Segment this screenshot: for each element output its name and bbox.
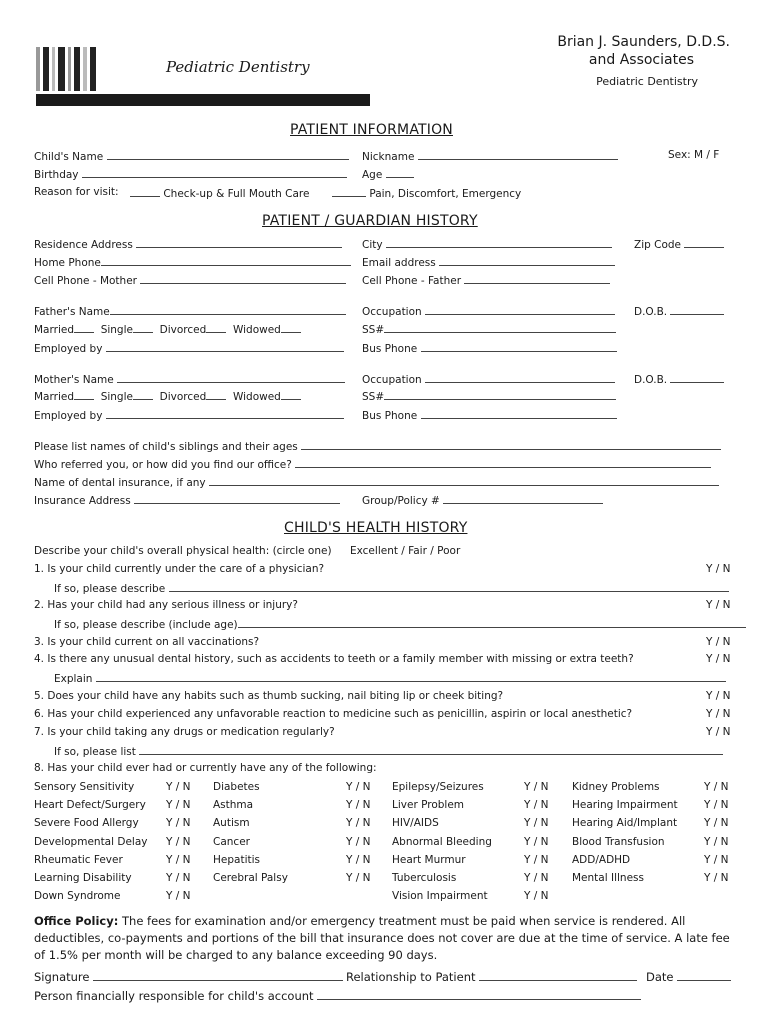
condition-label: Heart Murmur bbox=[392, 853, 466, 866]
condition-label: Epilepsy/Seizures bbox=[392, 781, 484, 793]
practice-title: Pediatric Dentistry bbox=[166, 58, 310, 76]
father-marital-status[interactable]: Married Single Divorced Widowed bbox=[34, 322, 301, 336]
birthday-field[interactable]: Birthday bbox=[34, 167, 347, 181]
condition-label: Down Syndrome bbox=[34, 890, 121, 903]
age-field[interactable]: Age bbox=[362, 167, 414, 181]
question-2-describe[interactable]: If so, please describe (include age) bbox=[54, 617, 746, 631]
condition-label: Kidney Problems bbox=[572, 781, 660, 793]
question-6-yn[interactable]: Y / N bbox=[706, 708, 731, 720]
home-phone-field[interactable]: Home Phone bbox=[34, 255, 351, 269]
condition-yn[interactable]: Y / N bbox=[704, 872, 729, 884]
mother-ss-field[interactable]: SS# bbox=[362, 389, 616, 403]
condition-yn[interactable]: Y / N bbox=[704, 799, 729, 812]
condition-label: Tuberculosis bbox=[392, 872, 457, 884]
condition-yn[interactable]: Y / N bbox=[166, 799, 191, 812]
mother-employed-field[interactable]: Employed by bbox=[34, 408, 344, 422]
insurance-address-field[interactable]: Insurance Address bbox=[34, 493, 340, 507]
condition-yn[interactable]: Y / N bbox=[704, 817, 729, 830]
doctor-name: Brian J. Saunders, D.D.S. bbox=[557, 34, 730, 50]
overall-health-options[interactable]: Excellent / Fair / Poor bbox=[350, 545, 461, 557]
father-employed-field[interactable]: Employed by bbox=[34, 341, 344, 355]
condition-label: Learning Disability bbox=[34, 872, 132, 884]
logo-stripes bbox=[36, 47, 96, 91]
cell-mother-field[interactable]: Cell Phone - Mother bbox=[34, 273, 346, 287]
condition-label: Developmental Delay bbox=[34, 835, 148, 848]
question-7: 7. Is your child taking any drugs or medication regularly? bbox=[34, 726, 335, 738]
fathers-name-field[interactable]: Father's Name bbox=[34, 304, 346, 318]
mothers-name-field[interactable]: Mother's Name bbox=[34, 372, 345, 386]
zip-field[interactable]: Zip Code bbox=[634, 237, 724, 251]
condition-yn[interactable]: Y / N bbox=[346, 781, 371, 793]
father-bus-phone-field[interactable]: Bus Phone bbox=[362, 341, 617, 355]
condition-label: Cancer bbox=[213, 835, 250, 848]
overall-health-label: Describe your child's overall physical health: (circle one) bbox=[34, 545, 332, 557]
condition-label: ADD/ADHD bbox=[572, 853, 631, 866]
relationship-field[interactable]: Relationship to Patient bbox=[346, 970, 637, 984]
question-2: 2. Has your child had any serious illness or injury? bbox=[34, 599, 298, 611]
question-1-describe[interactable]: If so, please describe bbox=[54, 581, 729, 595]
reason-pain-option[interactable]: Pain, Discomfort, Emergency bbox=[332, 186, 521, 200]
question-1-yn[interactable]: Y / N bbox=[706, 563, 731, 575]
father-ss-field[interactable]: SS# bbox=[362, 322, 616, 336]
condition-yn[interactable]: Y / N bbox=[346, 799, 371, 812]
condition-yn[interactable]: Y / N bbox=[166, 853, 191, 866]
condition-label: HIV/AIDS bbox=[392, 817, 439, 830]
mother-dob-field[interactable]: D.O.B. bbox=[634, 372, 724, 386]
doctor-associates: and Associates bbox=[588, 52, 694, 68]
condition-yn[interactable]: Y / N bbox=[524, 835, 549, 848]
condition-yn[interactable]: Y / N bbox=[346, 853, 371, 866]
question-3-yn[interactable]: Y / N bbox=[706, 636, 731, 648]
condition-yn[interactable]: Y / N bbox=[704, 781, 729, 793]
question-4-yn[interactable]: Y / N bbox=[706, 653, 731, 665]
question-7-yn[interactable]: Y / N bbox=[706, 726, 731, 738]
question-8: 8. Has your child ever had or currently have any of the following: bbox=[34, 762, 377, 774]
date-field[interactable]: Date bbox=[646, 970, 731, 984]
question-4: 4. Is there any unusual dental history, such as accidents to teeth or a family member with missing or extra teeth? bbox=[34, 653, 634, 665]
office-policy: Office Policy: The fees for examination and/or emergency treatment must be paid when service is rendered. All deductibles, co-payments and portions of the bill that insurance does not cover are due at the time of service. A late fee of 1.5% per month will be charged to any balance exceeding 90 days. bbox=[34, 914, 730, 962]
condition-yn[interactable]: Y / N bbox=[524, 890, 549, 903]
condition-label: Abnormal Bleeding bbox=[392, 835, 492, 848]
condition-yn[interactable]: Y / N bbox=[346, 817, 371, 830]
condition-yn[interactable]: Y / N bbox=[166, 835, 191, 848]
condition-label: Blood Transfusion bbox=[572, 835, 665, 848]
group-policy-field[interactable]: Group/Policy # bbox=[362, 493, 603, 507]
childs-name-field[interactable]: Child's Name bbox=[34, 149, 349, 163]
question-2-yn[interactable]: Y / N bbox=[706, 599, 731, 611]
condition-label: Mental Illness bbox=[572, 872, 644, 884]
mother-occupation-field[interactable]: Occupation bbox=[362, 372, 615, 386]
condition-yn[interactable]: Y / N bbox=[524, 853, 549, 866]
referred-field[interactable]: Who referred you, or how did you find our office? bbox=[34, 457, 711, 471]
question-5-yn[interactable]: Y / N bbox=[706, 690, 731, 702]
condition-label: Heart Defect/Surgery bbox=[34, 799, 146, 812]
question-5: 5. Does your child have any habits such as thumb sucking, nail biting lip or cheek biting? bbox=[34, 690, 504, 702]
condition-label: Cerebral Palsy bbox=[213, 872, 288, 884]
condition-yn[interactable]: Y / N bbox=[346, 835, 371, 848]
condition-yn[interactable]: Y / N bbox=[166, 872, 191, 884]
question-4-explain[interactable]: Explain bbox=[54, 671, 726, 685]
father-dob-field[interactable]: D.O.B. bbox=[634, 304, 724, 318]
condition-yn[interactable]: Y / N bbox=[166, 817, 191, 830]
condition-label: Rheumatic Fever bbox=[34, 853, 123, 866]
doctor-specialty: Pediatric Dentistry bbox=[596, 75, 698, 88]
condition-label: Hearing Impairment bbox=[572, 799, 678, 812]
condition-label: Autism bbox=[213, 817, 250, 830]
city-field[interactable]: City bbox=[362, 237, 612, 251]
header-bar bbox=[36, 94, 370, 106]
mother-marital-status[interactable]: Married Single Divorced Widowed bbox=[34, 389, 301, 403]
responsible-party-field[interactable]: Person financially responsible for child's account bbox=[34, 989, 641, 1003]
condition-label: Liver Problem bbox=[392, 799, 465, 812]
section-patient-info: PATIENT INFORMATION bbox=[290, 122, 453, 138]
condition-yn[interactable]: Y / N bbox=[524, 872, 549, 884]
siblings-field[interactable]: Please list names of child's siblings and their ages bbox=[34, 439, 721, 453]
question-3: 3. Is your child current on all vaccinations? bbox=[34, 636, 260, 648]
condition-yn[interactable]: Y / N bbox=[524, 781, 549, 793]
cell-father-field[interactable]: Cell Phone - Father bbox=[362, 273, 610, 287]
question-7-list[interactable]: If so, please list bbox=[54, 744, 723, 758]
condition-label: Vision Impairment bbox=[392, 890, 488, 903]
condition-label: Diabetes bbox=[213, 781, 260, 793]
section-health-history: CHILD'S HEALTH HISTORY bbox=[284, 520, 468, 536]
condition-yn[interactable]: Y / N bbox=[524, 799, 549, 812]
section-guardian-history: PATIENT / GUARDIAN HISTORY bbox=[262, 213, 478, 229]
father-occupation-field[interactable]: Occupation bbox=[362, 304, 615, 318]
insurance-name-field[interactable]: Name of dental insurance, if any bbox=[34, 475, 719, 489]
question-6: 6. Has your child experienced any unfavorable reaction to medicine such as penicillin, aspirin or local anesthetic? bbox=[34, 708, 633, 720]
condition-label: Sensory Sensitivity bbox=[34, 781, 135, 793]
signature-field[interactable]: Signature bbox=[34, 970, 343, 984]
residence-field[interactable]: Residence Address bbox=[34, 237, 342, 251]
condition-label: Asthma bbox=[213, 799, 254, 812]
question-1: 1. Is your child currently under the care of a physician? bbox=[34, 563, 325, 575]
condition-label: Hepatitis bbox=[213, 853, 260, 866]
reason-checkup-option[interactable]: Check-up & Full Mouth Care bbox=[130, 186, 309, 200]
condition-yn[interactable]: Y / N bbox=[704, 853, 729, 866]
condition-label: Severe Food Allergy bbox=[34, 817, 139, 830]
nickname-field[interactable]: Nickname bbox=[362, 149, 618, 163]
condition-yn[interactable]: Y / N bbox=[166, 781, 191, 793]
sex-field[interactable]: Sex: M / F bbox=[668, 149, 720, 161]
condition-yn[interactable]: Y / N bbox=[704, 835, 729, 848]
condition-yn[interactable]: Y / N bbox=[166, 890, 191, 903]
reason-label: Reason for visit: bbox=[34, 186, 119, 198]
condition-yn[interactable]: Y / N bbox=[524, 817, 549, 830]
email-field[interactable]: Email address bbox=[362, 255, 615, 269]
mother-bus-phone-field[interactable]: Bus Phone bbox=[362, 408, 617, 422]
condition-yn[interactable]: Y / N bbox=[346, 872, 371, 884]
condition-label: Hearing Aid/Implant bbox=[572, 817, 678, 830]
